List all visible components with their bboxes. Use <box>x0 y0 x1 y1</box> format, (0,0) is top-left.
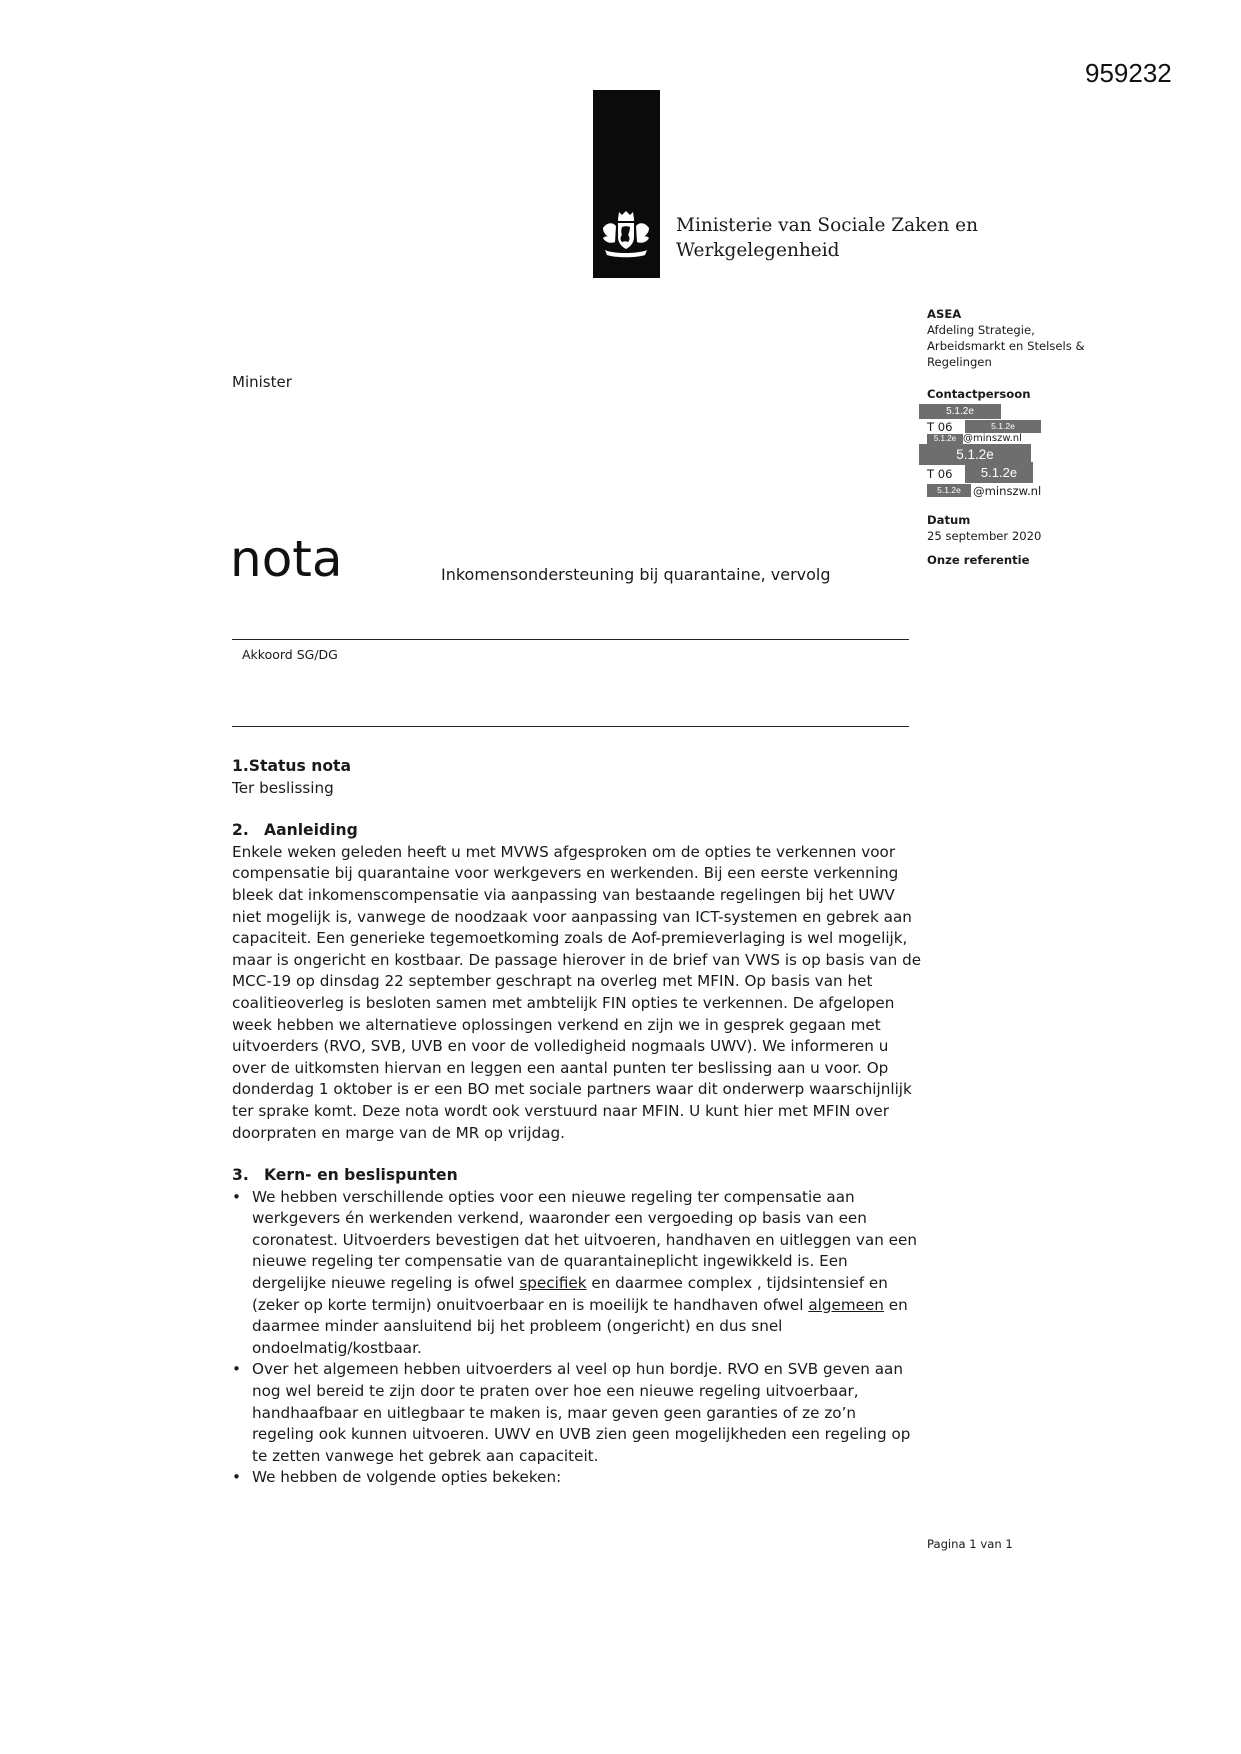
redaction-box: 5.1.2e <box>965 420 1041 433</box>
email-suffix: @minszw.nl <box>963 433 1022 444</box>
list-item <box>232 1187 922 1360</box>
date-block <box>927 512 1167 544</box>
bullet-text: Over het algemeen hebben uitvoerders al veel op hun bordje. RVO en SVB geven aan nog wel bereid te zijn door te praten over hoe een nieuwe regeling uitvoerbaar, handhaafbaar en uitlegbaar te maken is, maar geven geen garanties of ze zo’n regeling ook kunnen uitvoeren. UWV en UVB zien geen mogelijkheden een regeling op te zetten vanwege het gebrek aan capaciteit. <box>252 1360 911 1465</box>
sidebar-info <box>927 306 1167 584</box>
date-head: Datum <box>927 513 971 527</box>
section-title-text: 1.Status nota <box>232 757 352 775</box>
redaction-box: 5.1.2e <box>927 484 971 497</box>
department-line: Afdeling Strategie, <box>927 323 1035 337</box>
ministry-logo-bar <box>593 90 660 278</box>
section-title-text: Aanleiding <box>264 821 358 840</box>
department-line: Arbeidsmarkt en Stelsels & <box>927 339 1085 353</box>
date-value: 25 september 2020 <box>927 529 1042 543</box>
underlined-term: algemeen <box>808 1295 884 1314</box>
ministry-name-line2: Werkgelegenheid <box>676 240 840 261</box>
page-number: Pagina 1 van 1 <box>927 1537 1013 1551</box>
reference-block <box>927 552 1167 568</box>
document-title: nota <box>230 530 343 588</box>
list-item <box>232 1359 922 1467</box>
bullet-text: en daarmee complex , tijdsintensief en (zeker op korte termijn) onuitvoerbaar en is moeilijk te handhaven ofwel <box>252 1274 888 1314</box>
contact-details <box>927 404 1167 512</box>
underlined-term: specifiek <box>519 1274 587 1293</box>
ministry-name <box>676 213 978 263</box>
aanleiding-paragraph: Enkele weken geleden heeft u met MVWS afgesproken om de opties te verkennen voor compensatie bij quarantaine voor werkgevers en werkenden. Bij een eerste verkenning bleek dat inkomenscompensatie via aanpassing van bestaande regelingen bij het UWV niet mogelijk is, vanwege de noodzaak voor aanpassing van ICT-systemen en gebrek aan capaciteit. Een generieke tegemoetkoming zoals de Aof-premieverlaging is wel mogelijk, maar is ongericht en kostbaar. De passage hierover in de brief van VWS is op basis van de MCC-19 op dinsdag 22 september geschrapt na overleg met MFIN. Op basis van het coalitieoverleg is besloten samen met ambtelijk FIN opties te verkennen. De afgelopen week hebben we alternatieve oplossingen verkend en zijn we in gesprek gegaan met uitvoerders (RVO, SVB, UVB en voor de volledigheid nogmaals UWV). We informeren u over de uitkomsten hiervan en leggen een aantal punten ter beslissing aan u voor. Op donderdag 1 oktober is er een BO met sociale partners waar dit onderwerp waarschijnlijk ter sprake komt. Deze nota wordt ook verstuurd naar MFIN. U kunt hier met MFIN over doorpraten en marge van de MR op vrijdag. <box>232 842 922 1142</box>
contact-block <box>927 386 1167 512</box>
redaction-box: 5.1.2e <box>919 444 1031 465</box>
bullet-icon: • <box>232 1187 241 1206</box>
redaction-box: 5.1.2e <box>919 404 1001 419</box>
section-title-text: Kern- en beslispunten <box>264 1166 458 1185</box>
divider-top <box>232 639 909 640</box>
phone-prefix: T 06 <box>927 467 953 481</box>
bullet-icon: • <box>232 1360 241 1379</box>
section-title-aanleiding <box>232 820 922 842</box>
section-number: 2. <box>232 821 249 840</box>
ministry-name-line1: Ministerie van Sociale Zaken en <box>676 215 978 236</box>
document-body <box>232 756 922 1489</box>
redaction-box: 5.1.2e <box>965 462 1033 483</box>
approval-label: Akkoord SG/DG <box>242 647 338 662</box>
bullet-text: We hebben verschillende opties voor een nieuwe regeling ter compensatie aan werkgevers én werkenden verkend, waaronder een vergoeding op basis van een coronatest. Uitvoerders bevestigen dat het uitvoeren, handhaven en uitleggen van een nieuwe regeling ter compensatie van de quarantaineplicht ingewikkeld is. Een dergelijke nieuwe regeling is ofwel <box>252 1187 917 1293</box>
section-title-kern <box>232 1165 922 1187</box>
contact-head: Contactpersoon <box>927 387 1031 401</box>
redaction-box: 5.1.2e <box>927 434 963 444</box>
bullet-icon: • <box>232 1468 241 1487</box>
document-number: 959232 <box>1085 58 1172 88</box>
bullet-text: en daarmee minder aansluitend bij het probleem (ongericht) en dus snel ondoelmatig/kostbaar. <box>252 1295 908 1357</box>
reference-head: Onze referentie <box>927 553 1030 567</box>
bullet-text: We hebben de volgende opties bekeken: <box>252 1468 562 1487</box>
department-head: ASEA <box>927 307 962 321</box>
email-suffix: @minszw.nl <box>973 484 1042 498</box>
divider-bottom <box>232 726 909 727</box>
department-line: Regelingen <box>927 355 992 369</box>
status-text: Ter beslissing <box>232 778 334 797</box>
department-block <box>927 306 1167 370</box>
addressee: Minister <box>232 373 292 391</box>
phone-prefix: T 06 <box>927 420 953 434</box>
royal-coat-of-arms-icon <box>597 208 655 260</box>
document-subject: Inkomensondersteuning bij quarantaine, vervolg <box>441 565 831 584</box>
list-item <box>232 1467 922 1489</box>
section-title-status <box>232 756 922 778</box>
kern-bullet-list <box>232 1187 922 1489</box>
section-number: 3. <box>232 1166 249 1185</box>
